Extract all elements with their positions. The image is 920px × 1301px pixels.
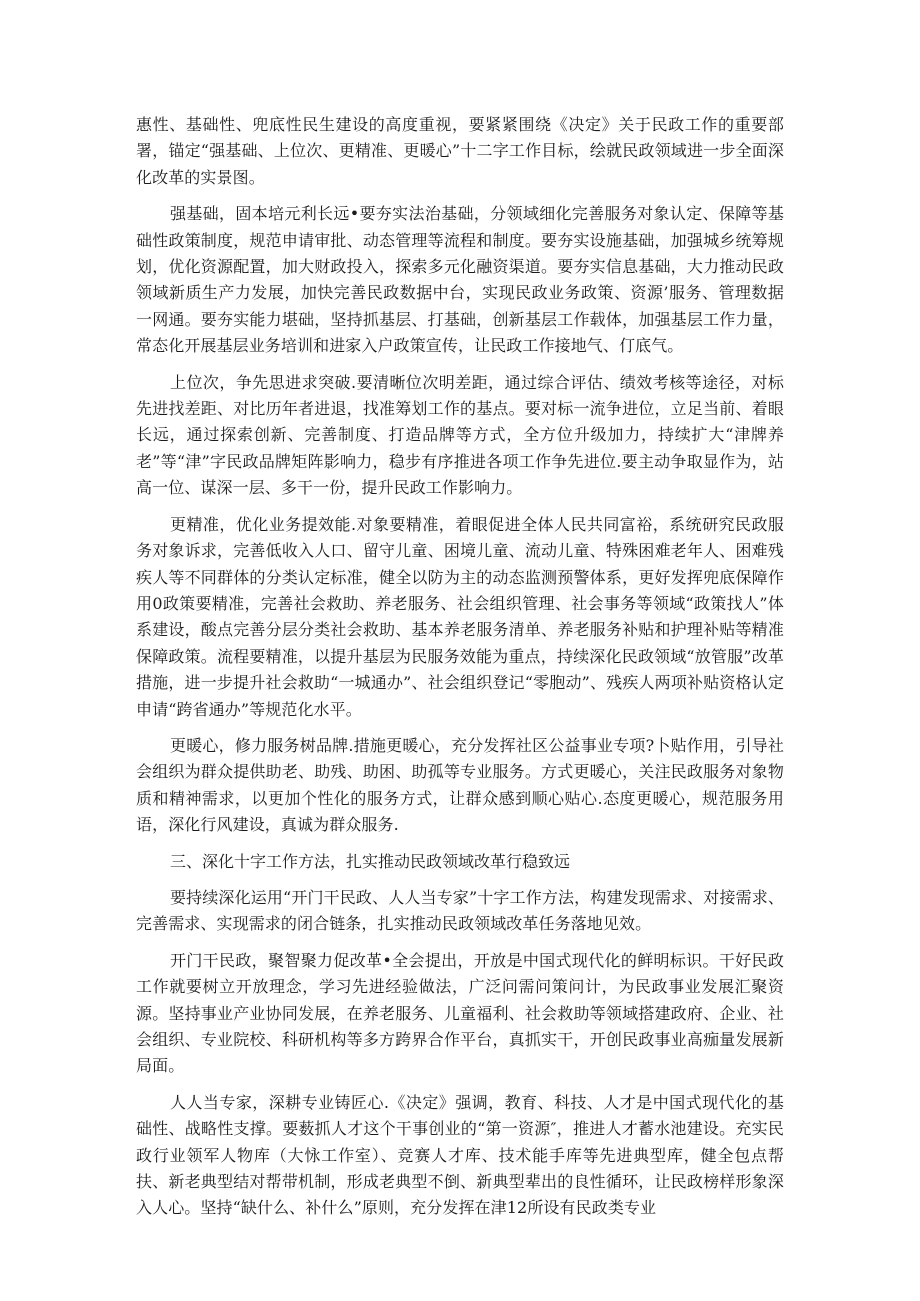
paragraph-rank-up: 上位次，争先思进求突破.要清晰位次明差距，通过综合评估、绩效考核等途径，对标先进找差距、对比历年者进退，找准筹划工作的基点。要对标一流争进位，立足当前、着眼长远，通过探索创新、完善制度、打造品牌等方式，全方位升级加力，持续扩大“津牌养老”等“津”字民政品牌矩阵影响力，稳步有序推进各项工作争先进位.要主动争取显作为，站高一位、谋深一层、多干一份，提升民政工作影响力。 <box>136 372 784 498</box>
document-body <box>136 112 784 1222</box>
paragraph-continuation: 惠性、基础性、兜底性民生建设的高度重视，要紧紧围绕《决定》关于民政工作的重要部署，锚定“强基础、上位次、更精准、更暖心”十二字工作目标，绘就民政领域进一步全面深化改革的实景图。 <box>136 115 784 187</box>
paragraph-open-door: 开门干民政，聚智聚力促改革•全会提出，开放是中国式现代化的鲜明标识。干好民政工作就要树立开放理念，学习先进经验做法，广泛问需问策问计，为民政事业发展汇聚资源。坚持事业产业协同发展，在养老服务、儿童福利、社会救助等领域搭建政府、企业、社会组织、专业院校、科研机构等多方跨界合作平台，真抓实干，开创民政事业高痂量发展新局面。 <box>136 950 784 1076</box>
paragraph-more-warm: 更暖心，修力服务树品牌.措施更暖心，充分发挥社区公益事业专项?卜贴作用，引导社会组织为群众提供助老、助残、助困、助孤等专业服务。方式更暖心，关注民政服务对象物质和精神需求，以更加个性化的服务方式，让群众感到顺心贴心.态度更暖心，规范服务用语，深化行风建设，真诚为群众服务. <box>136 735 784 835</box>
section-heading-3: 三、深化十字工作方法，扎实推动民政领域改革行稳致远 <box>170 851 571 871</box>
paragraph-strengthen-foundation: 强基础，固本培元利长远•要夯实法治基础，分领域细化完善服务对象认定、保障等基础性政策制度，规范申请审批、动态管理等流程和制度。要夯实设施基础，加强城乡统筹规划，优化资源配置，加大财政投入，探索多元化融资渠道。要夯实信息基础，大力推动民政领域新质生产力发展，加快完善民政数据中台，实现民政业务政策、资源’服务、管理数据一网通。要夯实能力堪础，坚持抓基层、打基础，创新基层工作载体，加强基层工作力量，常态化开展基层业务培训和进家入户政策宣传，让民政工作接地气、仃底气。 <box>136 204 784 356</box>
paragraph-ten-character-method: 要持续深化运用“开门干民政、人人当专家”十字工作方法，构建发现需求、对接需求、完善需求、实现需求的闭合链条，扎实推动民政领域改革任务落地见效。 <box>136 887 784 934</box>
paragraph-more-precise: 更精准，优化业务提效能.对象要精准，着眼促进全体人民共同富裕，系统研究民政服务对象诉求，完善低收入人口、留守儿童、困境儿童、流动儿童、特殊困难老年人、困难残疾人等不同群体的分类认定标准，健全以防为主的动态监测预警体系，更好发挥兜底保障作用0政策要精准，完善社会救助、养老服务、社会组织管理、社会事务等领域“政策找人”体系建设，酸点完善分层分类社会救助、基本养老服务清单、养老服务补贴和护理补贴等精准保障政策。流程要精准，以提升基层为民服务效能为重点，持续深化民政领域“放管服”改革措施，进一步提升社会救助“一城通办”、社会组织登记“零胞动”、残疾人两项补贴资格认定申请“跨省通办”等规范化水平。 <box>136 514 784 719</box>
paragraph-everyone-expert: 人人当专家，深耕专业铸匠心.《决定》强调，教育、科技、人才是中国式现代化的基础性、战略性支撑。要薮抓人才这个干事创业的“第一资源″，推进人才蓄水池建设。充实民政行业领军人物库（大怺工作室）、竞赛人才库、技术能手库等先进典型库，健全包点帮扶、新老典型结对帮带机制，形成老典型不倒、新典型辈出的良性循环，让民政榜样形象深入人心。坚持“缺什么、补什么”原则，充分发挥在津12所设有民政类专业 <box>136 1092 784 1218</box>
